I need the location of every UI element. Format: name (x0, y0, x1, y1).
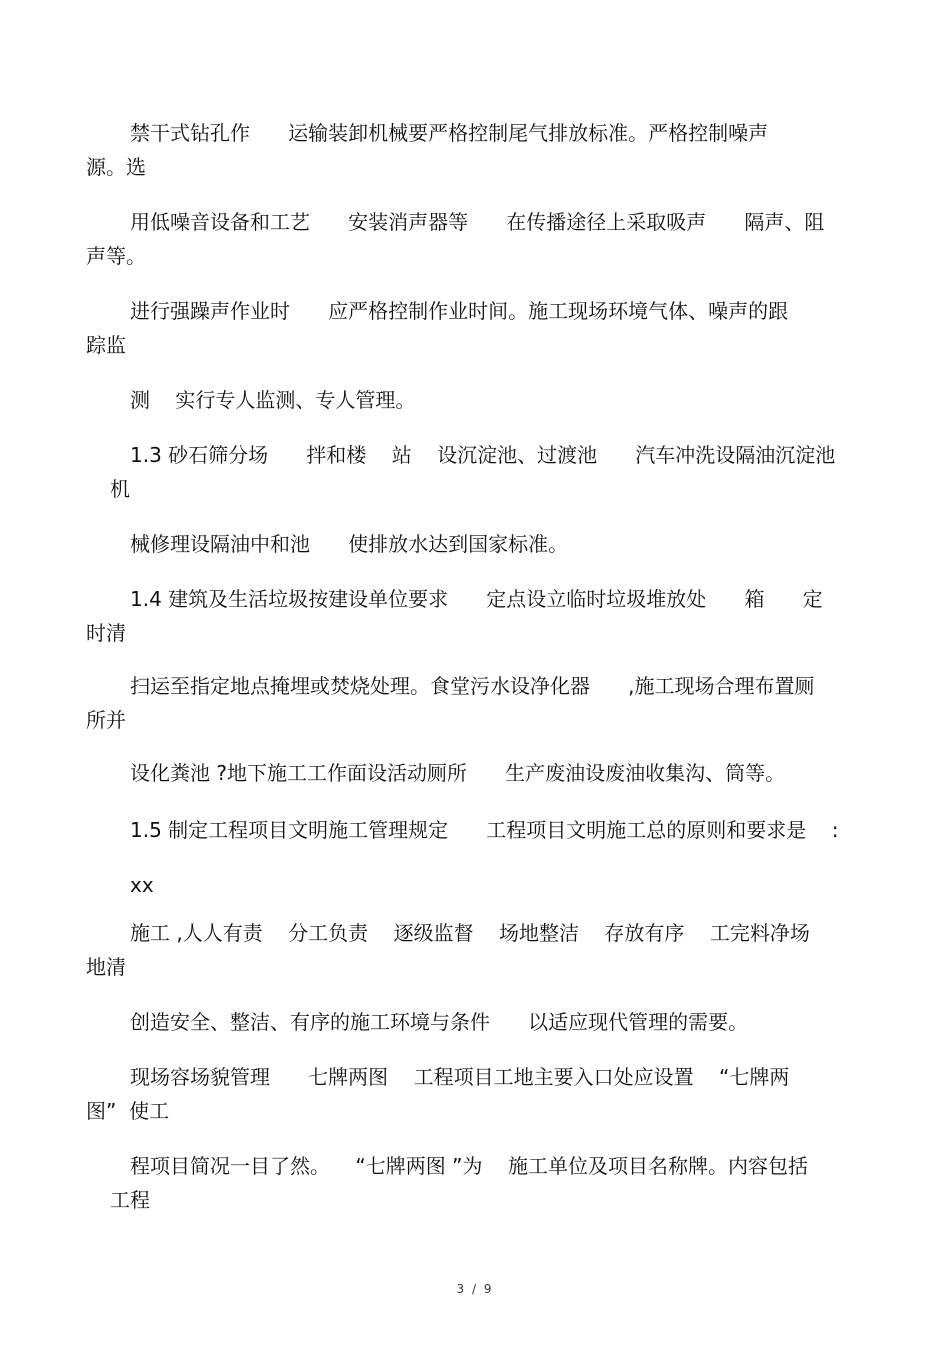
page-number: 3 / 9 (456, 1282, 494, 1296)
text-line: 现场容场貌管理 七牌两图 工程项目工地主要入口处应设置 “七牌两 (130, 1065, 790, 1089)
text-line: 1.3 砂石筛分场 拌和楼 站 设沉淀池、过渡池 汽车冲洗设隔油沉淀池 (130, 443, 836, 467)
text-line: 地清 (86, 955, 126, 979)
text-line: 创造安全、整洁、有序的施工环境与条件 以适应现代管理的需要。 (130, 1010, 749, 1034)
text-line: 设化粪池 ?地下施工工作面设活动厕所 生产废油设废油收集沟、筒等。 (130, 761, 786, 785)
text-line: 进行强躁声作业时 应严格控制作业时间。施工现场环境气体、噪声的跟 (130, 299, 789, 323)
text-line: 禁干式钻孔作 运输装卸机械要严格控制尾气排放标准。严格控制噪声 (130, 121, 769, 145)
text-line: 工程 (110, 1188, 150, 1212)
text-line: 1.4 建筑及生活垃圾按建设单位要求 定点设立临时垃圾堆放处 箱 定 (130, 587, 823, 611)
text-line: 施工 ,人人有责 分工负责 逐级监督 场地整洁 存放有序 工完料净场 (130, 921, 810, 945)
text-line: 用低噪音设备和工艺 安装消声器等 在传播途径上采取吸声 隔声、阻 (130, 210, 825, 234)
text-line: 测 实行专人监测、专人管理。 (130, 388, 416, 412)
text-line: 时清 (86, 621, 126, 645)
text-line: 械修理设隔油中和池 使排放水达到国家标准。 (130, 532, 569, 556)
text-line: 扫运至指定地点掩埋或焚烧处理。食堂污水设净化器 ,施工现场合理布置厕 (130, 674, 815, 698)
text-line: 源。选 (86, 155, 146, 179)
text-line: 1.5 制定工程项目文明施工管理规定 工程项目文明施工总的原则和要求是 : (130, 818, 839, 842)
text-line: 踪监 (86, 333, 126, 357)
text-line: 程项目简况一目了然。 “七牌两图 ”为 施工单位及项目名称牌。内容包括 (130, 1154, 808, 1178)
text-line: 声等。 (86, 244, 146, 268)
text-line: xx (130, 873, 154, 897)
text-line: 所并 (86, 708, 126, 732)
text-line: 机 (110, 477, 130, 501)
text-line: 图” 使工 (86, 1099, 170, 1123)
